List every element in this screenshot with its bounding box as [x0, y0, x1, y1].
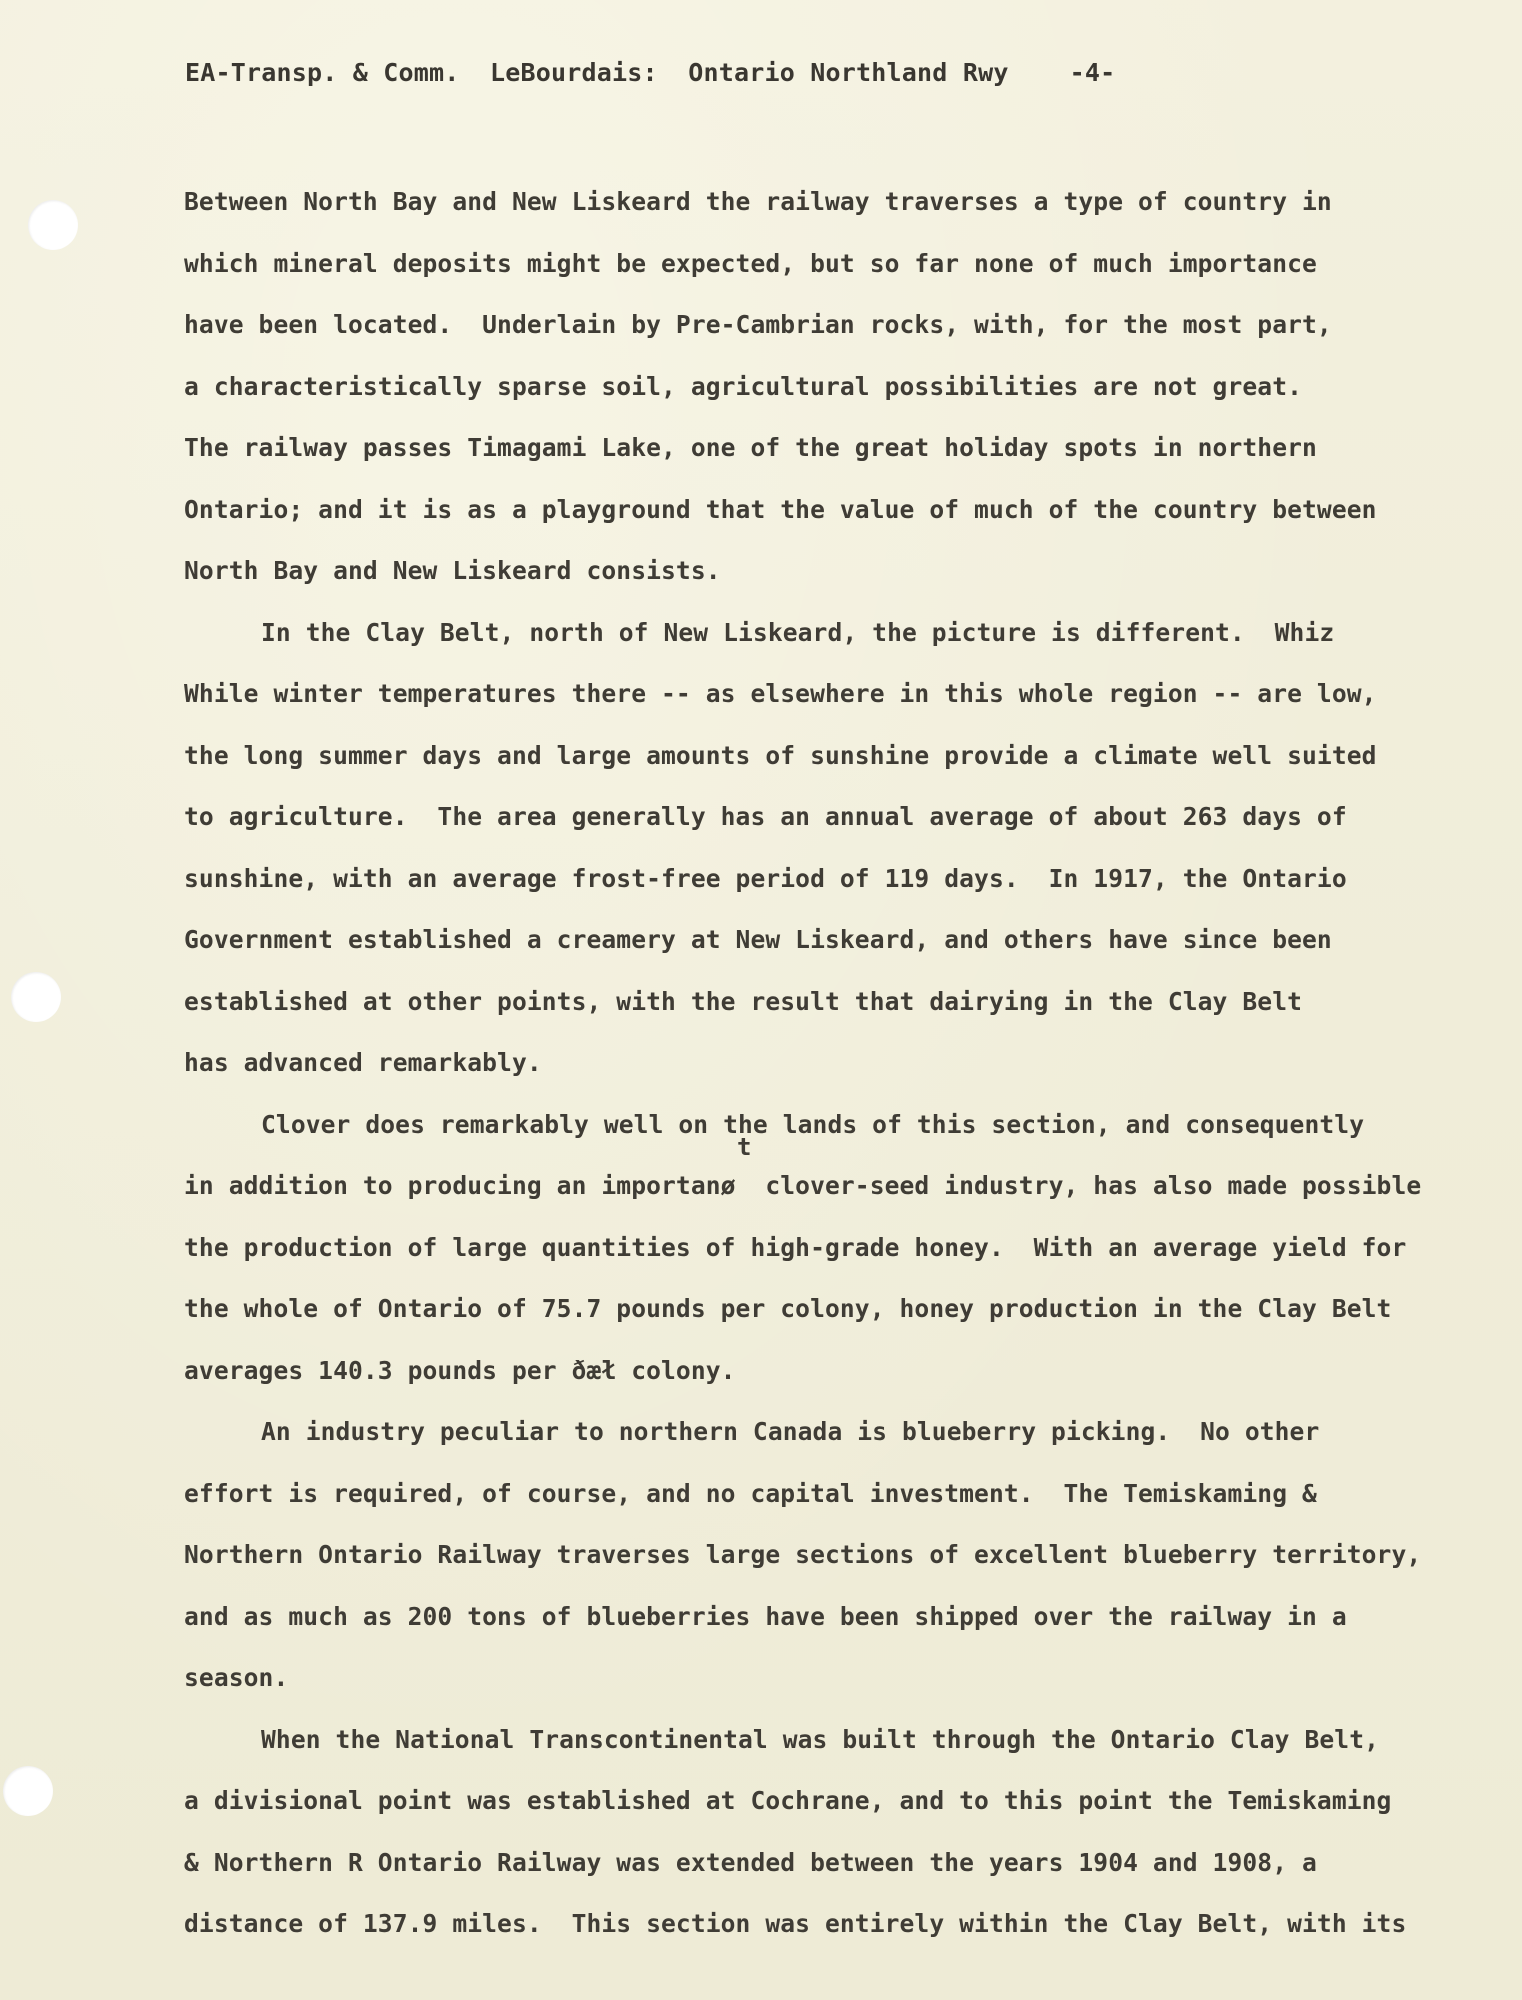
paragraph-first-line: An industry peculiar to northern Canada is blueberry picking. No other [261, 1417, 1320, 1446]
text-line: Ontario; and it is as a playground that the value of much of the country between [184, 494, 1377, 524]
text-line: established at other points, with the result that dairying in the Clay Belt [184, 986, 1303, 1016]
document-body [184, 178, 1484, 1962]
text-line: which mineral deposits might be expected, but so far none of much importance [184, 248, 1317, 278]
paragraph-first-line: In the Clay Belt, north of New Liskeard, the picture is different. Whiz [261, 617, 1335, 647]
text-line: to agriculture. The area generally has an annual average of about 263 days of [184, 802, 1347, 831]
text-line: effort is required, of course, and no capital investment. The Temiskaming & [184, 1478, 1317, 1508]
punch-hole [3, 1766, 53, 1816]
text-line: the long summer days and large amounts of sunshine provide a climate well suited [184, 740, 1377, 770]
handwritten-insertion-mark: t [737, 1133, 752, 1161]
text-line: the production of large quantities of high-grade honey. With an average yield for [184, 1232, 1407, 1262]
punch-hole [28, 200, 78, 250]
text-line: The railway passes Timagami Lake, one of the great holiday spots in northern [184, 433, 1317, 462]
text-line: and as much as 200 tons of blueberries have been shipped over the railway in a [184, 1601, 1347, 1631]
page-header: EA-Transp. & Comm. LeBourdais: Ontario Northland Rwy -4- [185, 58, 1116, 87]
punch-hole [11, 972, 61, 1022]
text-line: have been located. Underlain by Pre-Cambrian rocks, with, for the most part, [184, 310, 1332, 339]
text-line: Between North Bay and New Liskeard the railway traverses a type of country in [184, 187, 1332, 216]
text-line: Government established a creamery at New Liskeard, and others have since been [184, 925, 1332, 954]
text-line: Northern Ontario Railway traverses large sections of excellent blueberry territory, [184, 1540, 1422, 1569]
paragraph-first-line: Clover does remarkably well on the lands of this section, and consequently [261, 1109, 1365, 1139]
text-line: While winter temperatures there -- as elsewhere in this whole region -- are low, [184, 679, 1377, 708]
text-line: sunshine, with an average frost-free period of 119 days. In 1917, the Ontario [184, 863, 1347, 893]
text-line: North Bay and New Liskeard consists. [184, 556, 721, 585]
paragraph-first-line: When the National Transcontinental was built through the Ontario Clay Belt, [261, 1724, 1380, 1754]
text-line: & Northern R Ontario Railway was extended between the years 1904 and 1908, a [184, 1847, 1317, 1877]
text-line: a divisional point was established at Cochrane, and to this point the Temiskaming [184, 1786, 1392, 1815]
text-line: season. [184, 1663, 289, 1692]
text-line: the whole of Ontario of 75.7 pounds per colony, honey production in the Clay Belt [184, 1294, 1392, 1323]
text-line: a characteristically sparse soil, agricultural possibilities are not great. [184, 371, 1303, 401]
text-line: has advanced remarkably. [184, 1048, 542, 1077]
text-line: distance of 137.9 miles. This section was entirely within the Clay Belt, with its [184, 1909, 1407, 1938]
text-line: averages 140.3 pounds per ðæł colony. [184, 1355, 736, 1385]
text-line: in addition to producing an importanø clover-seed industry, has also made possible [184, 1171, 1422, 1200]
